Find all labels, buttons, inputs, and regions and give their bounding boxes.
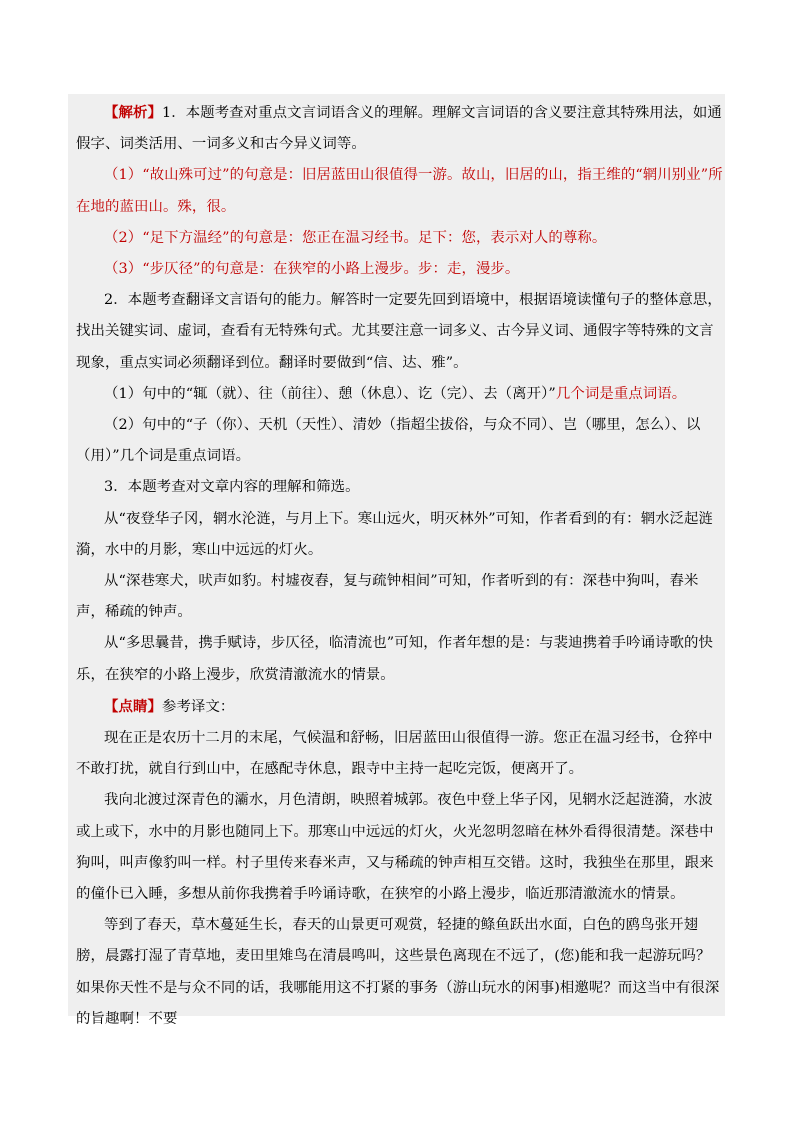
analysis-tag: 【解析】: [104, 104, 162, 121]
comment-lead: 参考译文：: [161, 698, 235, 715]
analysis-q1-text: 1．本题考查对重点文言词语含义的理解。理解文言词语的含义要注意其特殊用法，如通假字、词类活用、一词多义和古今异义词等。: [76, 105, 722, 153]
answer-analysis-panel: [68, 94, 725, 1027]
analysis-q3-text: 3．本题考查对文章内容的理解和筛选。: [104, 479, 360, 496]
comment-heading: [76, 691, 725, 723]
analysis-q2-item1-note: 几个词是重点词语。: [555, 385, 687, 402]
analysis-q2-item1-words: （1）句中的“辄（就）、往（前往）、憩（休息）、讫（完）、去（离开）”: [104, 385, 556, 402]
translation-para-1: 现在正是农历十二月的末尾，气候温和舒畅，旧居蓝田山很值得一游。您正在温习经书，仓猝中不敢打扰，就自行到山中，在感配寺休息，跟寺中主持一起吃完饭，便离开了。: [76, 730, 713, 778]
analysis-q3-sight: 从“夜登华子冈，辋水沦涟，与月上下。寒山远火，明灭林外”可知，作者看到的有：辋水泛起涟漪，水中的月影，寒山中远远的灯火。: [76, 510, 714, 558]
analysis-q3-sound: 从“深巷寒犬，吠声如豹。村墟夜舂，复与疏钟相间”可知，作者听到的有：深巷中狗叫，舂米声，稀疏的钟声。: [76, 573, 699, 621]
analysis-q1-item2: （2）“足下方温经”的句意是：您正在温习经书。足下：您，表示对人的尊称。: [104, 229, 607, 246]
analysis-q3-memory: 从“多思曩昔，携手赋诗，步仄径，临清流也”可知，作者年想的是：与裴迪携着手吟诵诗歌的快乐，在狭窄的小路上漫步，欣赏清澈流水的情景。: [76, 635, 714, 683]
translation-para-2: 我向北渡过深青色的灞水，月色清朗，映照着城郭。夜色中登上华子冈，见辋水泛起涟漪，水波或上或下，水中的月影也随同上下。那寒山中远远的灯火，火光忽明忽暗在林外看得很清楚。深巷中狗叫，叫声像豹叫一样。村子里传来春米声，又与稀疏的钟声相互交错。这时，我独坐在那里，跟来的僮仆已入睡，多想从前你我携着手吟诵诗歌，在狭窄的小路上漫步，临近那清澈流水的情景。: [76, 792, 714, 903]
analysis-q1-item1: （1）“故山殊可过”的句意是：旧居蓝田山很值得一游。故山，旧居的山，指王维的“辋川别业”所在地的蓝田山。殊，很。: [76, 167, 723, 215]
analysis-q2-item2: （2）句中的“子（你）、天机（天性）、清妙（指超尘拔俗，与众不同）、岂（哪里，怎么）、以（用）”几个词是重点词语。: [76, 417, 701, 465]
analysis-q2-item1: [76, 379, 725, 410]
analysis-q2-text: 2．本题考查翻译文言语句的能力。解答时一定要先回到语境中，根据语境读懂句子的整体意思，找出关键实词、虚词，查看有无特殊句式。尤其要注意一词多义、古今异义词、通假字等特殊的文言现象，重点实词必须翻译到位。翻译时要做到“信、达、雅”。: [76, 292, 722, 371]
analysis-intro: [76, 97, 725, 160]
analysis-q1-item3: （3）“步仄径”的句意是：在狭窄的小路上漫步。步：走，漫步。: [104, 261, 520, 278]
comment-tag: 【点睛】: [104, 697, 162, 715]
translation-para-3: 等到了春天，草木蔓延生长，春天的山景更可观赏，轻捷的鲦鱼跃出水面，白色的鸥鸟张开翅膀，晨露打湿了青草地，麦田里雉鸟在清晨鸣叫，这些景色离现在不远了，(您)能和我一起游玩吗？如果你天性不是与众不同的话，我哪能用这不打紧的事务（游山玩水的闲事)相邀呢？而这当中有很深的旨趣啊！不要: [76, 917, 720, 1027]
